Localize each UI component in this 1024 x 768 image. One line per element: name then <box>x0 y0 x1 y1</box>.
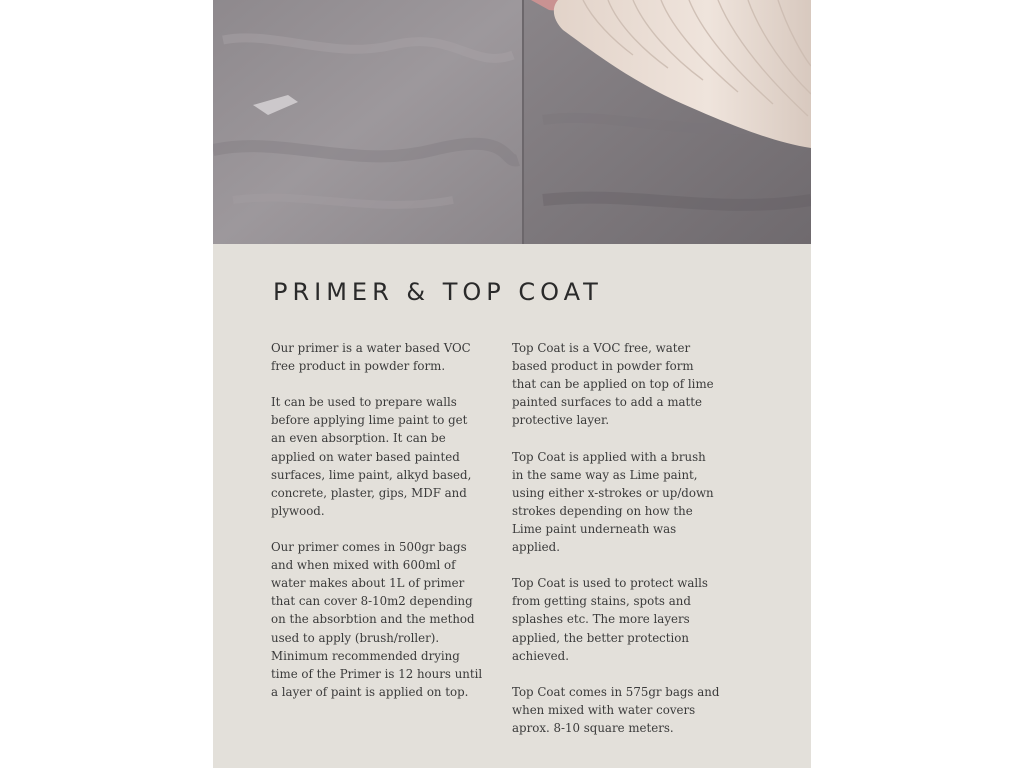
topcoat-column <box>512 339 727 755</box>
primer-paragraph: Our primer is a water based VOC free product in powder form. <box>271 341 471 374</box>
page-title: PRIMER & TOP COAT <box>273 278 603 306</box>
topcoat-paragraph: Top Coat comes in 575gr bags and when mixed with water covers aprox. 8-10 square meters. <box>512 684 720 735</box>
primer-paragraph: Our primer comes in 500gr bags and when mixed with 600ml of water makes about 1L of primer that can cover 8-10m2 depending on the absorbtion and the method used to apply (brush/roller). Minimum recommended drying time of the Primer is 12 hours until a layer of paint is applied on top. <box>271 540 483 699</box>
topcoat-paragraph: Top Coat is used to protect walls from getting stains, spots and splashes etc. The more layers applied, the better protection achieved. <box>512 576 708 663</box>
primer-paragraph: It can be used to prepare walls before applying lime paint to get an even absorption. It can be applied on water based painted surfaces, lime paint, alkyd based, concrete, plaster, gips, MDF and plywood. <box>271 395 472 518</box>
topcoat-paragraph: Top Coat is a VOC free, water based product in powder form that can be applied on top of lime painted surfaces to add a matte protective layer. <box>512 341 714 428</box>
wall-texture-photo <box>213 0 811 244</box>
topcoat-paragraph: Top Coat is applied with a brush in the same way as Lime paint, using either x-strokes or up/down strokes depending on how the Lime paint underneath was applied. <box>512 449 714 555</box>
document-page <box>213 0 811 768</box>
primer-column <box>271 339 496 719</box>
